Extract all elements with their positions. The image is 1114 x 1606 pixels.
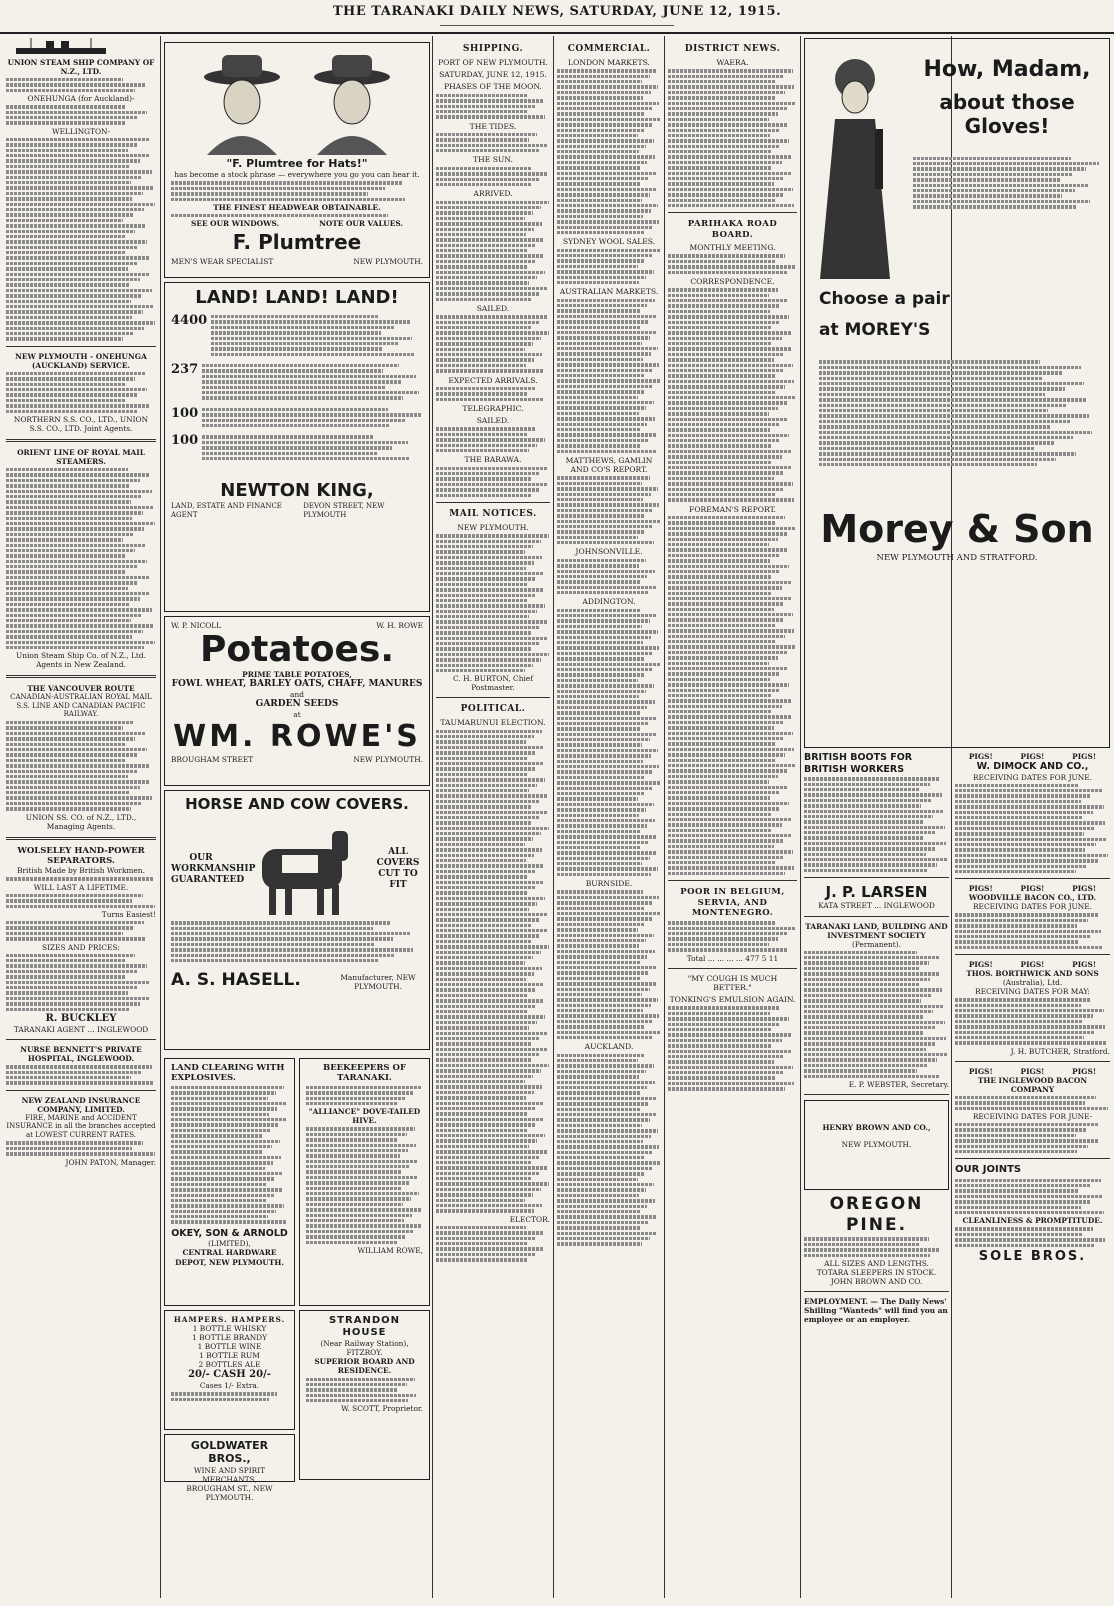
barawa-heading: THE BARAWA. [464,455,522,465]
text-block [557,890,661,1039]
text-block [171,214,423,217]
masthead-title: THE TARANAKI DAILY NEWS, SATURDAY, JUNE 12, 1915. [332,4,782,19]
text-block [436,387,550,401]
pigs-word: PIGS! [968,752,993,761]
text-block [913,157,1101,209]
rowe-ad [164,616,430,786]
steamer-icon [6,38,156,56]
text-block [668,516,797,875]
clearing-title: LAND CLEARING WITH EXPLOSIVES. [171,1063,285,1084]
london-markets: LONDON MARKETS. [568,57,650,67]
sailed-heading: SAILED. [476,303,510,313]
text-block [819,360,1095,466]
rowe-l3: and [290,689,304,699]
text-block [6,921,156,941]
text-block [6,138,156,341]
dimock-name: W. DIMOCK AND CO., [976,761,1089,773]
pigs-word: PIGS! [1072,752,1097,761]
wolseley-turns: Turns Easiest! [101,910,156,920]
bee-column [299,1054,430,1486]
hampers-ad [164,1310,295,1430]
oregon-sizes: ALL SIZES AND LENGTHS. [824,1259,929,1269]
land-ad [164,282,430,612]
goldwater-name: GOLDWATER BROS., [190,1439,269,1466]
text-block [557,1054,661,1246]
brown-ad [804,1100,949,1190]
column-district [668,38,797,1598]
woodville-sub: RECEIVING DATES FOR JUNE. [972,902,1092,912]
telegraphic-heading: TELEGRAPHIC. [462,403,524,413]
strandon-prop: W. SCOTT, Proprietor. [341,1404,423,1414]
pigs-word: PIGS! [1020,960,1045,970]
hampers-title: HAMPERS. HAMPERS. [173,1315,286,1324]
morey-name: Morey & Son [820,507,1094,552]
text-block [306,1378,423,1403]
okey-name: OKEY, SON & ARNOLD [171,1227,288,1239]
rowe-right: W. H. ROWE [376,621,423,630]
mail-postmaster: C. H. BURTON, Chief Postmaster. [453,674,533,693]
goldwater-addr: BROUGHAM ST., NEW PLYMOUTH. [186,1483,273,1502]
onehunga-service-title: NEW PLYMOUTH - ONEHUNGA (AUCKLAND) SERVICE. [15,351,147,370]
text-block [436,1226,550,1262]
column-rule [800,36,801,1598]
clearing-ad [164,1058,295,1306]
pigs-word: PIGS! [1072,1066,1097,1076]
morey-title-1: How, Madam, [923,57,1091,82]
plumtree-slogan: "F. Plumtree for Hats!" [226,157,368,170]
buckley-agent: TARANAKI AGENT ... INGLEWOOD [13,1025,149,1035]
monthly-meeting: MONTHLY MEETING. [689,243,776,253]
text-block [668,921,797,951]
tonking-heading: TONKING'S EMULSION AGAIN. [669,995,796,1005]
text-block [436,427,550,452]
wolseley-made: British Made by British Workmen. [17,866,145,876]
brown-name: HENRY BROWN AND CO., [822,1123,931,1133]
text-block [668,254,797,274]
shipping-port: PORT OF NEW PLYMOUTH. [438,57,548,67]
orient-line-title: ORIENT LINE OF ROYAL MAIL STEAMERS. [17,447,145,467]
brown-addr: NEW PLYMOUTH. [841,1140,912,1150]
boots-title-2: BRITISH WORKERS [804,763,905,775]
okey-depot: CENTRAL HARDWARE DEPOT, NEW PLYMOUTH. [175,1248,284,1267]
text-block [955,1096,1110,1110]
text-block [436,315,550,372]
newton-addr: DEVON STREET, NEW PLYMOUTH [303,502,385,519]
morey-sub: NEW PLYMOUTH AND STRATFORD. [876,552,1038,563]
larsen-name: J. P. LARSEN [825,883,928,902]
clearing-column [164,1054,295,1502]
plumtree-name: F. Plumtree [232,230,362,255]
text-block [436,167,550,187]
text-block [955,913,1110,949]
bee-title: BEEKEEPERS OF TARANAKI. [323,1063,406,1084]
bee-ad [299,1058,430,1306]
column-ads [164,38,430,1598]
hasell-sub: Manufacturer, NEW PLYMOUTH. [340,973,416,992]
hamper-item: 1 BOTTLE WINE [197,1342,262,1352]
goldwater-ad [164,1434,295,1502]
pigs-word: PIGS! [968,1066,993,1076]
text-block [955,998,1110,1045]
taranaki-land-sec: E. P. WEBSTER, Secretary. [848,1079,949,1089]
expected-heading: EXPECTED ARRIVALS. [448,375,538,385]
plumtree-see: SEE OUR WINDOWS. [190,219,280,229]
dimock-sub: RECEIVING DATES FOR JUNE. [972,772,1092,782]
column-shipping [436,38,550,1598]
arrived-heading: ARRIVED. [473,189,513,199]
plumtree-foot-left: MEN'S WEAR SPECIALIST [171,256,274,266]
morey-title-2: about those Gloves! [939,89,1075,139]
land-acres-3: 100 [171,405,199,421]
hampers-cases: Cases 1/- Extra. [199,1381,260,1391]
hamper-item: 1 BOTTLE RUM [199,1351,260,1361]
burnside: BURNSIDE. [585,879,633,889]
pigs-word: PIGS! [1020,1066,1045,1076]
cough-heading: "MY COUGH IS MUCH BETTER." [687,973,778,992]
joints-clean: CLEANLINESS & PROMPTITUDE. [962,1216,1103,1226]
mail-np: NEW PLYMOUTH. [457,522,529,532]
text-block [804,951,949,1078]
text-block [804,777,949,872]
newton-sub: LAND, ESTATE AND FINANCE AGENT [171,502,282,519]
inglewood-bacon-name: THE INGLEWOOD BACON COMPANY [977,1075,1088,1094]
text-block [955,784,1110,874]
strandon-title: STRANDON HOUSE [328,1315,400,1339]
text-block [557,249,661,285]
tides-heading: THE TIDES. [469,121,517,131]
sailed2-heading: SAILED. [476,416,510,426]
rowe-name: WM. ROWE'S [173,718,421,754]
district-heading: DISTRICT NEWS. [684,44,781,54]
vancouver-agents: UNION SS. CO. of N.Z., LTD., Managing Agents. [25,812,137,831]
pigs-word: PIGS! [1072,884,1097,894]
wolseley-sizes: SIZES AND PRICES: [41,942,121,952]
political-heading: POLITICAL. [460,704,526,715]
hasell-ad [164,790,430,1050]
column-rule [664,36,665,1598]
text-block [436,467,550,497]
morey-ad [804,38,1110,748]
borthwick-agent: J. H. BUTCHER, Stratford. [1010,1046,1110,1056]
bee-alliance: "ALLIANCE" DOVE-TAILED HIVE. [308,1107,421,1126]
borthwick-name: THOS. BORTHWICK AND SONS [966,969,1099,979]
strandon-sub: (Near Railway Station), FITZROY. [320,1339,409,1358]
column-right-b [955,752,1110,1572]
text-block [557,299,661,453]
okey-limited: (LIMITED), [208,1239,251,1249]
bee-agent: WILLIAM ROWE, [357,1245,423,1255]
correspondence: CORRESPONDENCE. [690,276,775,286]
hat-men-illustration [172,47,422,155]
taranaki-land-sub: (Permanent). [852,939,901,949]
poor-total: Total ... ... ... ... 477 5 11 [686,953,779,963]
election-heading: TAUMARUNUI ELECTION. [440,718,546,728]
rowe-title: Potatoes. [199,629,395,671]
text-block [557,69,661,234]
masthead [0,0,1114,34]
text-block [557,609,661,877]
pigs-word: PIGS! [968,884,993,894]
text-block [557,476,661,544]
plumtree-note: NOTE OUR VALUES. [319,219,403,229]
buckley-name: R. BUCKLEY [45,1012,117,1024]
rowe-l5: at [293,709,301,719]
land-title: LAND! LAND! LAND! [195,287,399,308]
pigs-word: PIGS! [1020,884,1045,894]
woodville-name: WOODVILLE BACON CO., LTD. [968,893,1097,903]
column-rule [160,36,161,1598]
rowe-foot-right: NEW PLYMOUTH. [353,755,423,765]
column-rule [553,36,554,1598]
pigs-word: PIGS! [968,960,993,970]
oregon-foot: JOHN BROWN AND CO. [830,1277,923,1287]
parihaka-heading: PARIHAKA ROAD BOARD. [687,219,778,240]
land-acres-4: 100 [171,433,199,449]
text-block [6,372,156,413]
text-block [668,288,797,502]
hampers-price: 20/- CASH 20/- [188,1369,271,1381]
hamper-item: 2 BOTTLES ALE [198,1360,261,1370]
text-block [436,94,550,119]
wolseley-lifetime: WILL LAST A LIFETIME. [33,882,129,892]
land-acres-1: 4400 [171,312,208,328]
plumtree-ad [164,42,430,278]
auckland: AUCKLAND. [584,1042,634,1052]
strandon-board: SUPERIOR BOARD AND RESIDENCE. [314,1357,415,1376]
nz-insurance-title: NEW ZEALAND INSURANCE COMPANY, LIMITED. [21,1095,141,1114]
hasell-guarantee: OUR WORKMANSHIP GUARANTEED [171,852,256,885]
strandon-ad [299,1310,430,1480]
vancouver-sub: CANADIAN-AUSTRALIAN ROYAL MAIL S.S. LINE AND CANADIAN PACIFIC RAILWAY. [10,693,152,719]
union-ss-title: UNION STEAM SHIP COMPANY OF N.Z., LTD. [7,58,155,77]
vancouver-route-title: THE VANCOUVER ROUTE [27,684,135,694]
poor-belgium-heading: POOR IN BELGIUM, SERVIA, AND MONTENEGRO. [680,887,785,918]
sun-heading: THE SUN. [473,155,513,165]
horse-illustration [237,819,367,919]
price-table [6,954,156,1011]
column-commercial [557,38,661,1598]
hamper-item: 1 BOTTLE WHISKY [192,1324,267,1334]
lady-illustration [805,39,905,289]
text-block [171,921,423,962]
taranaki-land-name: TARANAKI LAND, BUILDING AND INVESTMENT SOCIETY [805,921,948,940]
text-block [955,1123,1110,1153]
sole-bros: SOLE BROS. [978,1248,1087,1264]
text-block [955,1227,1110,1247]
rowe-left: W. P. NICOLL [171,621,222,630]
column-shipping-lines [6,38,156,1598]
newton-name: NEWTON KING, [220,480,374,502]
oregon-totara: TOTARA SLEEPERS IN STOCK. [816,1268,937,1278]
morey-choose-1: Choose a pair [819,289,950,309]
hamper-item: 1 BOTTLE BRANDY [192,1333,267,1343]
matthews-report: MATTHEWS, GAMLIN AND CO'S REPORT. [565,455,653,475]
mail-heading: MAIL NOTICES. [449,508,537,519]
addington: ADDINGTON. [582,597,636,607]
nz-insurance-manager: JOHN PATON, Manager. [65,1157,156,1167]
rowe-l1: PRIME TABLE POTATOES, [242,669,352,679]
hasell-covers: ALL COVERS CUT TO FIT [376,847,420,891]
text-block [6,877,156,880]
pigs-word: PIGS! [1020,752,1045,761]
borthwick-sub: (Australia), Ltd. [1002,978,1063,988]
hasell-title: HORSE AND COW COVERS. [185,795,409,813]
text-block [436,133,550,153]
text-block [668,69,797,207]
goldwater-sub: WINE AND SPIRIT MERCHANTS, [193,1465,266,1484]
australian-markets: AUSTRALIAN MARKETS. [559,287,659,297]
column-rule [432,36,433,1598]
nz-insurance-sub: FIRE, MARINE and ACCIDENT INSURANCE in all the branches accepted at LOWEST CURRENT RATES. [6,1113,156,1139]
commercial-heading: COMMERCIAL. [567,44,651,54]
text-block [6,1065,156,1085]
shipping-heading: SHIPPING. [462,44,524,54]
text-block [436,534,550,672]
election-signature: ELECTOR. [509,1214,550,1224]
plumtree-foot-right: NEW PLYMOUTH. [353,256,423,266]
text-block [6,721,156,811]
text-block [6,78,156,92]
sydney-wool: SYDNEY WOOL SALES. [562,237,656,247]
plumtree-tag: has become a stock phrase — everywhere you go you can hear it. [174,170,420,180]
rowe-foot-left: BROUGHAM STREET [171,755,254,765]
land-acres-2: 237 [171,362,199,378]
rowe-l4: GARDEN SEEDS [255,698,339,709]
rowe-l2: FOWL WHEAT, BARLEY OATS, CHAFF, MANURES [171,678,423,689]
text-block [6,105,156,125]
text-block [668,1006,797,1090]
text-block [557,559,661,595]
text-block [436,201,550,301]
text-block [306,1127,423,1244]
text-block [171,1392,288,1401]
johnsonville: JOHNSONVILLE. [575,547,643,557]
pigs-word: PIGS! [1072,960,1097,970]
text-block [6,894,156,908]
waera-heading: WAERA. [716,57,749,67]
hasell-name: A. S. HASELL. [171,970,301,991]
oregon-title: OREGON PINE. [829,1194,924,1235]
foremans-report: FOREMAN'S REPORT. [689,504,776,514]
wellington-heading: WELLINGTON- [51,126,111,136]
plumtree-headwear: THE FINEST HEADWEAR OBTAINABLE. [213,203,381,212]
text-block [6,468,156,649]
bennett-hospital: NURSE BENNETT'S PRIVATE HOSPITAL, INGLEWOOD. [20,1045,142,1064]
inglewood-bacon-sub: RECEIVING DATES FOR JUNE- [972,1112,1093,1122]
borthwick-dates: RECEIVING DATES FOR MAY: [975,987,1090,997]
wolseley-title: WOLSELEY HAND-POWER SEPARATORS. [17,845,145,867]
larsen-addr: KATA STREET ... INGLEWOOD [818,901,935,911]
boots-title-1: BRITISH BOOTS FOR [804,752,913,763]
text-block [306,1086,423,1106]
text-block [955,1179,1110,1215]
text-block [171,1086,288,1224]
shipping-date: SATURDAY, JUNE 12, 1915. [439,70,547,80]
orient-agents: Union Steam Ship Co. of N.Z., Ltd. Agents in New Zealand. [16,651,146,670]
text-block [436,730,550,1213]
employment-text: EMPLOYMENT. — The Daily News' Shilling "Wanteds" will find you an employee or an employer. [804,1297,948,1325]
joints-title: OUR JOINTS [955,1164,1022,1176]
text-block [171,181,423,201]
column-right-a [804,752,949,1572]
text-block [804,1237,949,1257]
text-block [6,1141,156,1155]
moon-phases: PHASES OF THE MOON. [444,82,542,92]
onehunga-heading: ONEHUNGA (for Auckland)- [27,94,135,104]
morey-choose-2: at MOREY'S [819,319,931,340]
joint-agents: NORTHERN S.S. CO., LTD., UNION S.S. CO., LTD. Joint Agents. [13,414,149,433]
